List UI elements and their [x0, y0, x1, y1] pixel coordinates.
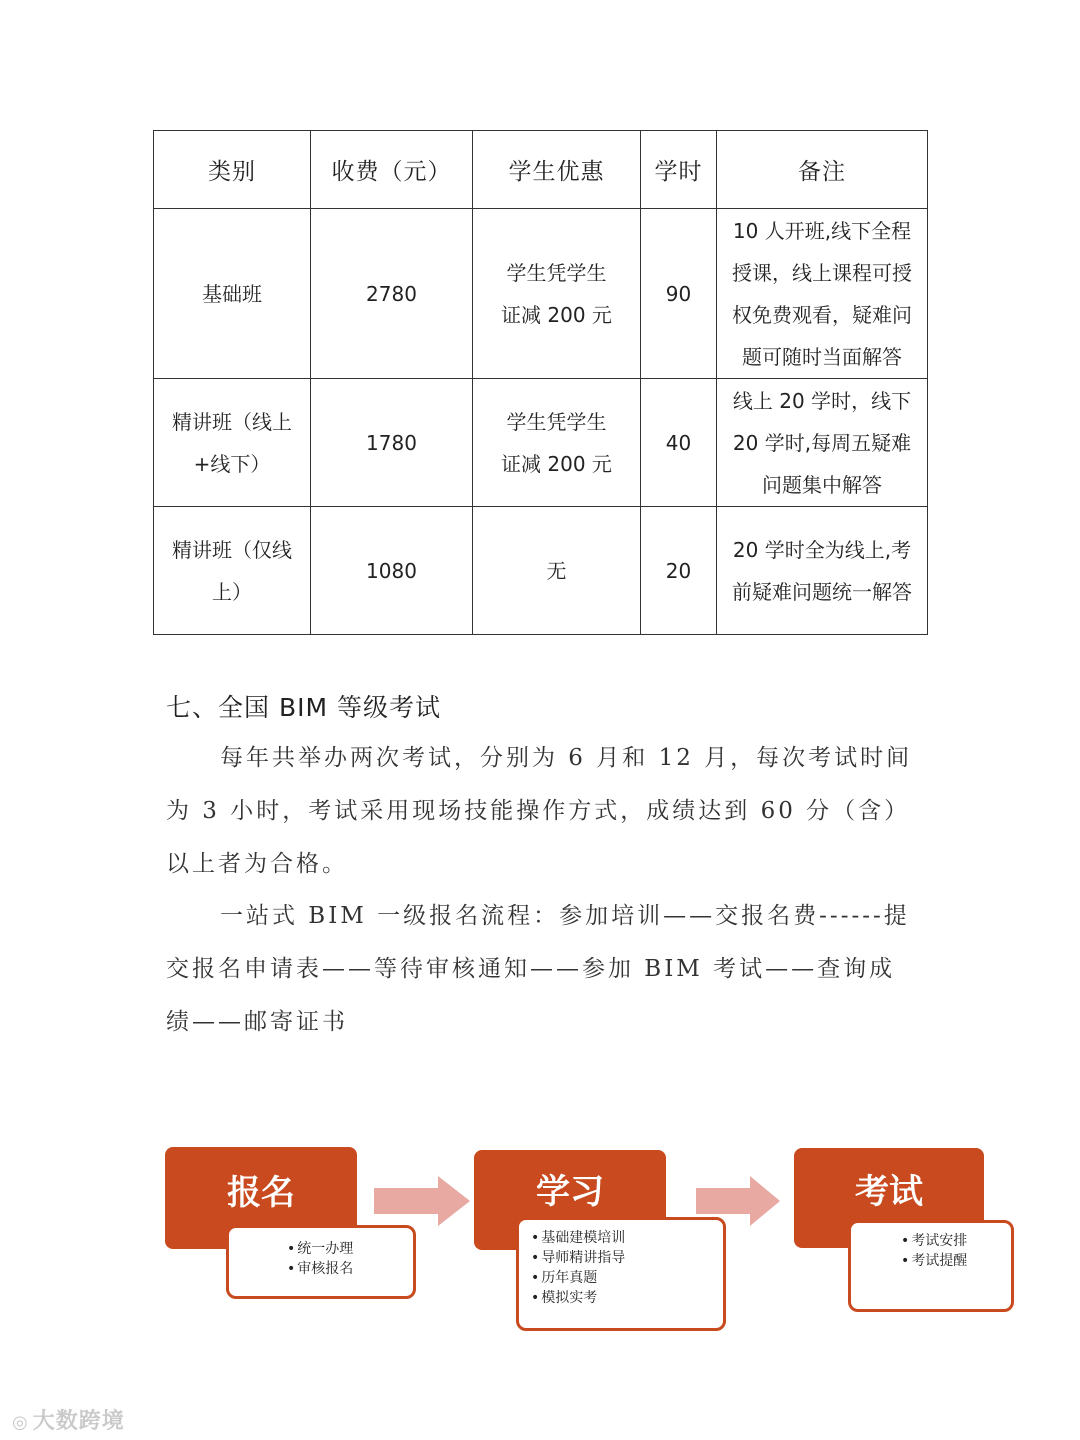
flow-arrow-icon: [696, 1176, 780, 1226]
watermark-text: 大数跨境: [32, 1409, 125, 1434]
list-item: • 基础建模培训: [531, 1228, 625, 1248]
flow-step-title: 考试: [855, 1172, 923, 1212]
flow-step-register-details: [226, 1225, 416, 1299]
flow-step-exam-details: [848, 1220, 1014, 1312]
flow-step-study-details: [516, 1217, 726, 1331]
cell-fee: 1780: [311, 379, 473, 507]
table-row: [154, 209, 928, 379]
cell-fee: 2780: [311, 209, 473, 379]
cell-discount: 学生凭学生证减 200 元: [473, 379, 641, 507]
list-item: • 模拟实考: [531, 1288, 625, 1308]
cell-category: 精讲班（线上+线下）: [154, 379, 311, 507]
cell-category: 基础班: [154, 209, 311, 379]
list-item: • 考试提醒: [901, 1251, 967, 1271]
flow-arrow-icon: [374, 1176, 470, 1226]
cell-note: 20 学时全为线上,考前疑难问题统一解答: [717, 507, 928, 635]
watermark: [12, 1404, 125, 1435]
cell-discount: 学生凭学生证减 200 元: [473, 209, 641, 379]
table-header-row: [154, 131, 928, 209]
header-fee: 收费（元）: [311, 131, 473, 209]
header-category: 类别: [154, 131, 311, 209]
registration-process: 一站式 BIM 一级报名流程：参加培训——交报名费------提交报名申请表——等待审核通知——参加 BIM 考试——查询成绩——邮寄证书: [166, 903, 910, 1035]
cell-hours: 20: [641, 507, 717, 635]
cell-note: 10 人开班,线下全程授课，线上课程可授权免费观看，疑难问题可随时当面解答: [717, 209, 928, 379]
flow-step-title: 报名: [227, 1173, 295, 1213]
cell-discount: 无: [473, 507, 641, 635]
cell-note: 线上 20 学时，线下 20 学时,每周五疑难问题集中解答: [717, 379, 928, 507]
list-item: • 统一办理: [287, 1239, 353, 1259]
cell-hours: 90: [641, 209, 717, 379]
list-item: • 历年真题: [531, 1268, 625, 1288]
table-row: [154, 507, 928, 635]
list-item: • 考试安排: [901, 1231, 967, 1251]
exam-description: 每年共举办两次考试，分别为 6 月和 12 月，每次考试时间为 3 小时，考试采用现场技能操作方式，成绩达到 60 分（含）以上者为合格。: [166, 745, 913, 877]
cell-category: 精讲班（仅线上）: [154, 507, 311, 635]
list-item: • 审核报名: [287, 1259, 353, 1279]
brand-logo-icon: ◎: [12, 1412, 29, 1433]
header-note: 备注: [717, 131, 928, 209]
table-row: [154, 379, 928, 507]
list-item: • 导师精讲指导: [531, 1248, 625, 1268]
cell-fee: 1080: [311, 507, 473, 635]
flow-step-title: 学习: [536, 1172, 604, 1212]
header-discount: 学生优惠: [473, 131, 641, 209]
cell-hours: 40: [641, 379, 717, 507]
section-title: 七、全国 BIM 等级考试: [166, 693, 441, 722]
header-hours: 学时: [641, 131, 717, 209]
fee-table: [153, 130, 928, 635]
